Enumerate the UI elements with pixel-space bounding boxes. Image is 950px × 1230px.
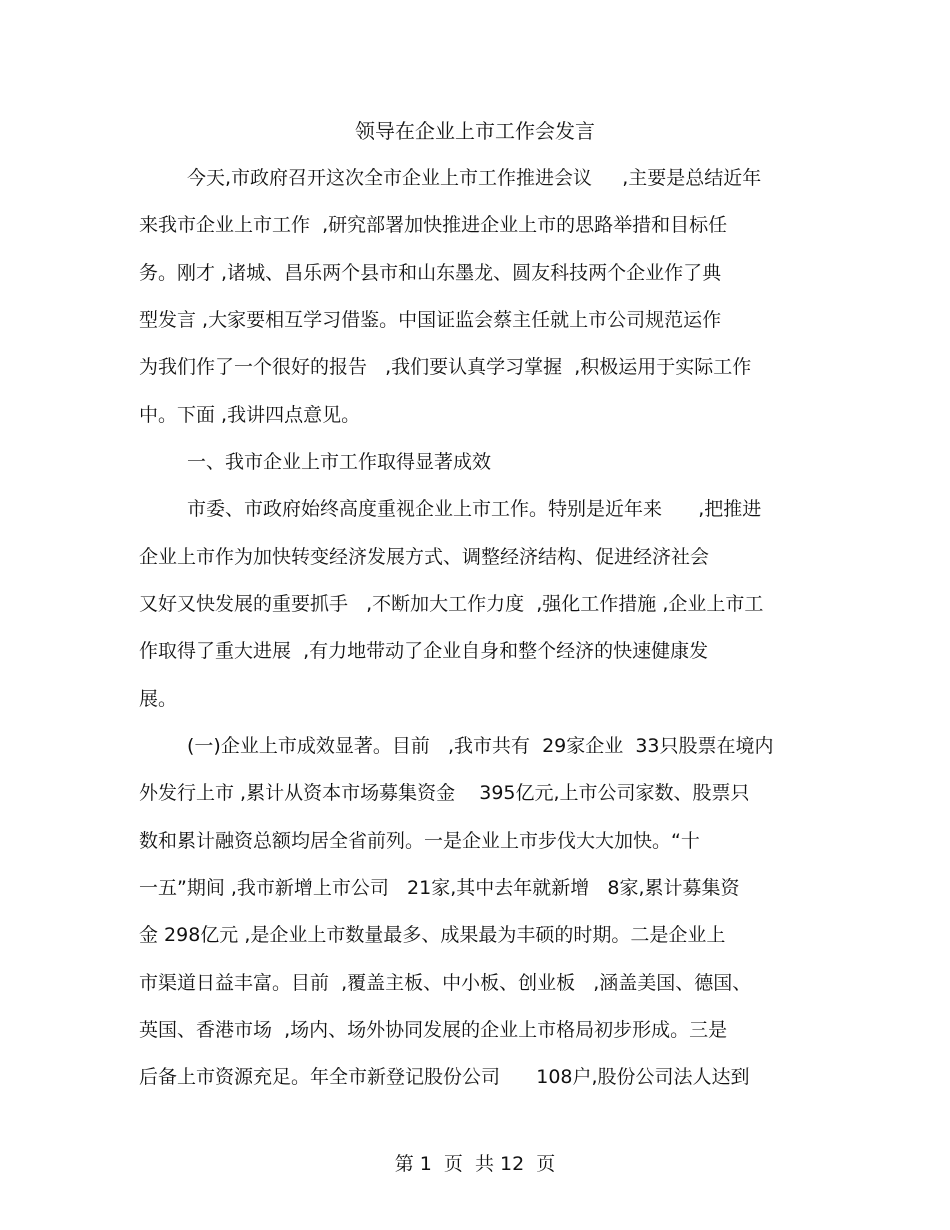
paragraph-line: 市委、市政府始终高度重视企业上市工作。特别是近年来 ,把推进 (187, 498, 762, 520)
paragraph-line: 企业上市作为加快转变经济发展方式、调整经济结构、促进经济社会 (139, 546, 710, 568)
paragraph-line: 型发言 ,大家要相互学习借鉴。中国证监会蔡主任就上市公司规范运作 (139, 309, 722, 331)
paragraph-line: 作取得了重大进展 ,有力地带动了企业自身和整个经济的快速健康发 (139, 640, 709, 662)
paragraph-line: 外发行上市 ,累计从资本市场募集资金 395亿元,上市公司家数、股票只 (139, 782, 750, 804)
paragraph-line: (一)企业上市成效显著。目前 ,我市共有 29家企业 33只股票在境内 (187, 735, 774, 757)
paragraph-line: 中。下面 ,我讲四点意见。 (139, 404, 361, 426)
paragraph-line: 市渠道日益丰富。目前 ,覆盖主板、中小板、创业板 ,涵盖美国、德国、 (139, 972, 752, 994)
paragraph-line: 金 298亿元 ,是企业上市数量最多、成果最为丰硕的时期。二是企业上 (139, 924, 726, 946)
paragraph-line: 今天,市政府召开这次全市企业上市工作推进会议 ,主要是总结近年 (187, 167, 762, 189)
page-footer: 第 1 页 共 12 页 (394, 1153, 556, 1175)
paragraph-line: 数和累计融资总额均居全省前列。一是企业上市步伐大大加快。“十 (139, 830, 700, 852)
paragraph-line: 一五”期间 ,我市新增上市公司 21家,其中去年就新增 8家,累计募集资 (139, 877, 740, 899)
document-title: 领导在企业上市工作会发言 (355, 119, 595, 143)
paragraph-line: 后备上市资源充足。年全市新登记股份公司 108户,股份公司法人达到 (139, 1066, 750, 1088)
paragraph-line: 来我市企业上市工作 ,研究部署加快推进企业上市的思路举措和目标任 (139, 214, 728, 236)
section-heading: 一、我市企业上市工作取得显著成效 (187, 451, 492, 473)
paragraph-line: 务。刚才 ,诸城、昌乐两个县市和山东墨龙、圆友科技两个企业作了典 (139, 262, 722, 284)
paragraph-line: 又好又快发展的重要抓手 ,不断加大工作力度 ,强化工作措施 ,企业上市工 (139, 593, 764, 615)
paragraph-line: 为我们作了一个很好的报告 ,我们要认真学习掌握 ,积极运用于实际工作 (139, 356, 752, 378)
paragraph-line: 展。 (139, 688, 178, 710)
paragraph-line: 英国、香港市场 ,场内、场外协同发展的企业上市格局初步形成。三是 (139, 1019, 728, 1041)
